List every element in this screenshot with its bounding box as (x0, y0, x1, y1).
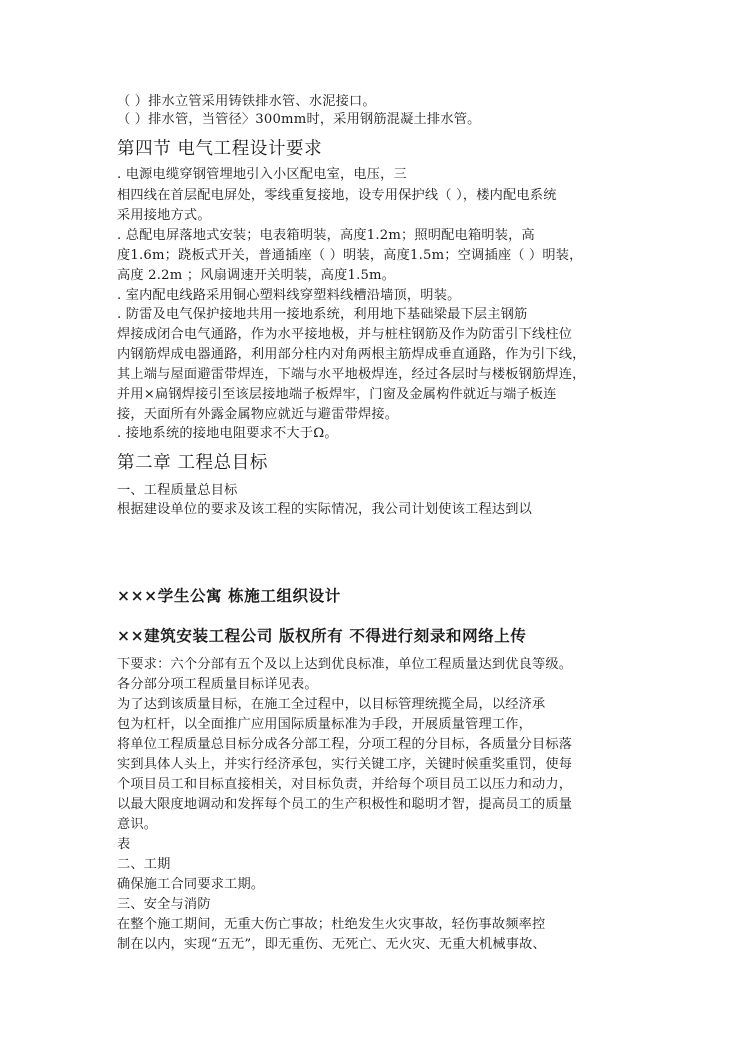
text-line: 个项目员工和目标直接相关，对目标负责，并给每个项目员工以压力和动力， (117, 777, 573, 792)
text-line: . 室内配电线路采用铜心塑料线穿塑料线槽沿墙顶，明装。 (117, 288, 461, 303)
text-line: 表 (117, 837, 131, 852)
text-line: 三、安全与消防 (117, 897, 211, 912)
document-title: ×××学生公寓 栋施工组织设计 (117, 586, 341, 605)
text-line: 高度 2.2m ；风扇调速开关明装，高度1.5m。 (117, 268, 396, 283)
text-line: 一、工程质量总目标 (117, 483, 238, 498)
text-line: 度1.6m；跷板式开关，普通插座（ ）明装，高度1.5m；空调插座（ ）明装， (117, 248, 583, 263)
text-line: . 电源电缆穿钢管埋地引入小区配电室，电压，三 (117, 167, 407, 182)
text-line: 下要求：六个分部有五个及以上达到优良标准，单位工程质量达到优良等级。 (117, 657, 573, 672)
text-line: （ ）排水管，当管径〉300mm时，采用钢筋混凝土排水管。 (117, 112, 481, 127)
text-line: 其上端与屋面避雷带焊连，下端与水平地极焊连，经过各层时与楼板钢筋焊连， (117, 367, 586, 382)
text-line: 实到具体人头上，并实行经济承包，实行关键工序，关键时候重奖重罚，使每 (117, 757, 573, 772)
text-line: 二、工期 (117, 857, 171, 872)
text-line: . 接地系统的接地电阻要求不大于Ω。 (117, 426, 338, 441)
text-line: 在整个施工期间，无重大伤亡事故；杜绝发生火灾事故，轻伤事故频率控 (117, 917, 546, 932)
text-line: 焊接成闭合电气通路，作为水平接地极，并与桩柱钢筋及作为防雷引下线柱位 (117, 327, 573, 342)
text-line: 采用接地方式。 (117, 208, 211, 223)
text-line: 包为杠杆，以全面推广应用国际质量标准为手段，开展质量管理工作， (117, 717, 533, 732)
chapter-heading: 第二章 工程总目标 (117, 453, 268, 473)
text-line: . 总配电屏落地式安装；电表箱明装，高度1.2m；照明配电箱明装，高 (117, 228, 535, 243)
text-line: 以最大限度地调动和发挥每个员工的生产积极性和聪明才智，提高员工的质量 (117, 797, 573, 812)
text-line: . 防雷及电气保护接地共用一接地系统，利用地下基础梁最下层主钢筋 (117, 307, 528, 322)
text-line: 意识。 (117, 817, 158, 832)
text-line: 接，天面所有外露金属物应就近与避雷带焊接。 (117, 407, 399, 422)
section-heading: 第四节 电气工程设计要求 (117, 139, 323, 159)
text-line: 根据建设单位的要求及该工程的实际情况，我公司计划使该工程达到以 (117, 502, 533, 517)
text-line: 相四线在首层配电屏处，零线重复接地，设专用保护线（ ），楼内配电系统 (117, 188, 557, 203)
copyright-notice: ××建筑安装工程公司 版权所有 不得进行刻录和网络上传 (117, 626, 527, 645)
text-line: 制在以内，实现“五无”，即无重伤、无死亡、无火灾、无重大机械事故、 (117, 937, 546, 952)
text-line: 将单位工程质量总目标分成各分部工程，分项工程的分目标，各质量分目标落 (117, 737, 573, 752)
text-line: （ ）排水立管采用铸铁排水管、水泥接口。 (117, 94, 376, 109)
text-line: 并用×扁钢焊接引至该层接地端子板焊牢，门窗及金属构件就近与端子板连 (117, 387, 557, 402)
text-line: 内钢筋焊成电器通路，利用部分柱内对角两根主筋焊成垂直通路，作为引下线， (117, 347, 586, 362)
text-line: 为了达到该质量目标，在施工全过程中，以目标管理统揽全局，以经济承 (117, 697, 546, 712)
text-line: 各分部分项工程质量目标详见表。 (117, 677, 318, 692)
text-line: 确保施工合同要求工期。 (117, 877, 265, 892)
